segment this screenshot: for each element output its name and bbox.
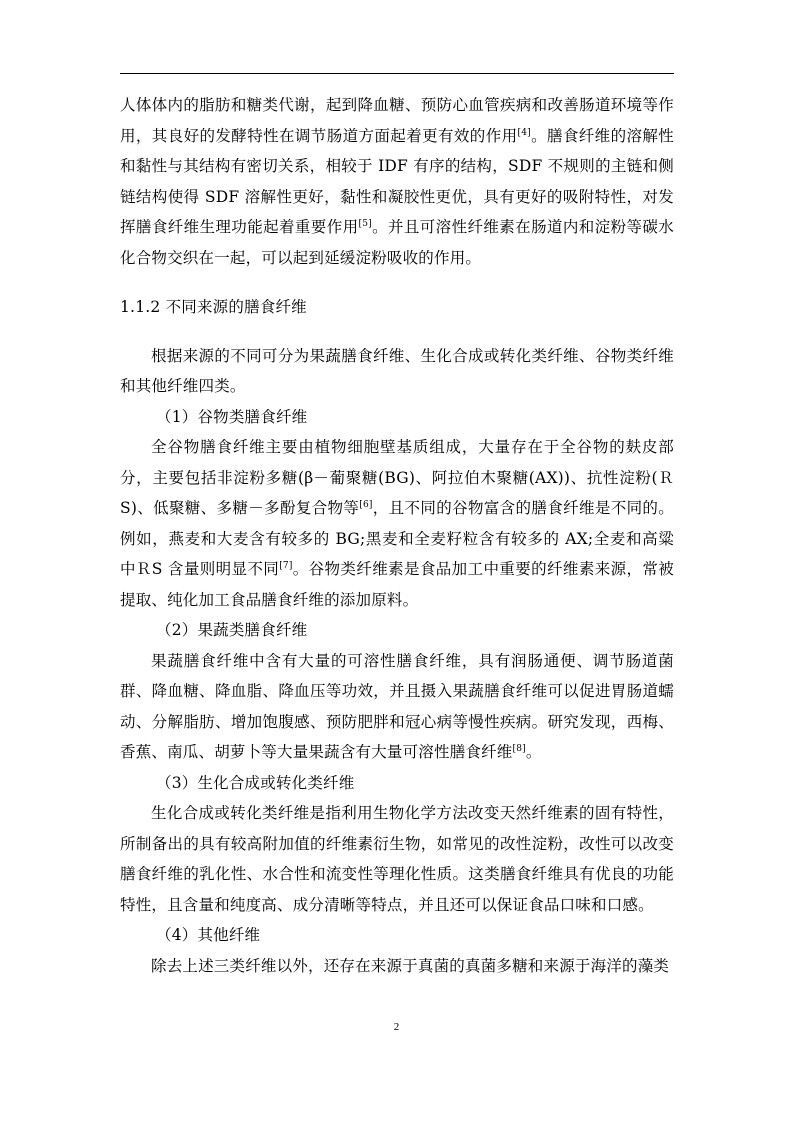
subheading-biochemical: （3）生化合成或转化类纤维 bbox=[156, 773, 355, 792]
paragraph-fruit-text: 果蔬膳食纤维中含有大量的可溶性膳食纤维，具有润肠通便、调节肠道菌群、降血糖、降血脂、降血压等功效，并且摄入果蔬膳食纤维可以促进胃肠道蠕动、分解脂肪、增加饱腹感、预防肥胖和冠心病等慢性疾病。研究发现，西梅、香蕉、南瓜、胡萝卜等大量果蔬含有大量可溶性膳食纤维 bbox=[120, 651, 674, 761]
citation-5: [5] bbox=[358, 218, 372, 229]
citation-7: [7] bbox=[279, 560, 293, 571]
paragraph-intro-text-3: 。并且可溶性纤维素在肠道内和淀粉等碳水化合物交织在一起，可以起到延缓淀粉吸收的作用。 bbox=[120, 218, 674, 267]
citation-8: [8] bbox=[512, 743, 526, 754]
paragraph-other: 除去上述三类纤维以外，还存在来源于真菌的真菌多糖和来源于海洋的藻类 bbox=[151, 956, 670, 975]
subheading-fruit: （2）果蔬类膳食纤维 bbox=[156, 621, 308, 639]
subheading-other: （4）其他纤维 bbox=[156, 926, 261, 944]
citation-6: [6] bbox=[359, 499, 373, 510]
section-heading-1-1-2: 1.1.2 不同来源的膳食纤维 bbox=[120, 298, 307, 316]
paragraph-fruit bbox=[120, 646, 674, 768]
paragraph-grain-text: 全谷物膳食纤维主要由植物细胞壁基质组成，大量存在于全谷物的麸皮部分，主要包括非淀粉多糖(β－葡聚糖(BG)、阿拉伯木聚糖(AX))、抗性淀粉(ＲS)、低聚糖、多糖－多酚复合物等 bbox=[120, 438, 674, 517]
page-number: 2 bbox=[393, 1021, 400, 1033]
paragraph-grain bbox=[120, 432, 674, 615]
subheading-grain: （1）谷物类膳食纤维 bbox=[156, 407, 308, 426]
paragraph-grain-text-3: 。谷物类纤维素是食品加工中重要的纤维素来源，常被提取、纯化加工食品膳食纤维的添加原料。 bbox=[120, 560, 674, 609]
page-body bbox=[120, 90, 674, 981]
header-rule bbox=[120, 73, 674, 74]
paragraph-intro-text: 人体体内的脂肪和糖类代谢，起到降血糖、预防心血管疾病和改善肠道环境等作用，其良好的发酵特性在调节肠道方面起着更有效的作用 bbox=[120, 96, 674, 145]
paragraph-intro bbox=[120, 90, 674, 273]
citation-4: [4] bbox=[517, 127, 531, 138]
paragraph-fruit-text-2: 。 bbox=[525, 743, 542, 761]
paragraph-grain-text-2: ，且不同的谷物富含的膳食纤维是不同的。例如，燕麦和大麦含有较多的 BG;黑麦和全麦籽粒含有较多的 AX;全麦和高粱中ＲS 含量则明显不同 bbox=[120, 499, 674, 578]
paragraph-biochemical: 生化合成或转化类纤维是指利用生物化学方法改变天然纤维素的固有特性，所制备出的具有较高附加值的纤维素衍生物，如常见的改性淀粉，改性可以改变膳食纤维的乳化性、水合性和流变性等理化性质。这类膳食纤维具有优良的功能特性，且含量和纯度高、成分清晰等特点，并且还可以保证食品口味和口感。 bbox=[120, 804, 674, 914]
paragraph-intro-text-2: 。膳食纤维的溶解性和黏性与其结构有密切关系，相较于 IDF 有序的结构，SDF 不规则的主链和侧链结构使得 SDF 溶解性更好，黏性和凝胶性更优，具有更好的吸附特性，对发挥膳食纤维生理功能起着重要作用 bbox=[120, 126, 674, 236]
paragraph-sources: 根据来源的不同可分为果蔬膳食纤维、生化合成或转化类纤维、谷物类纤维和其他纤维四类。 bbox=[120, 346, 674, 395]
